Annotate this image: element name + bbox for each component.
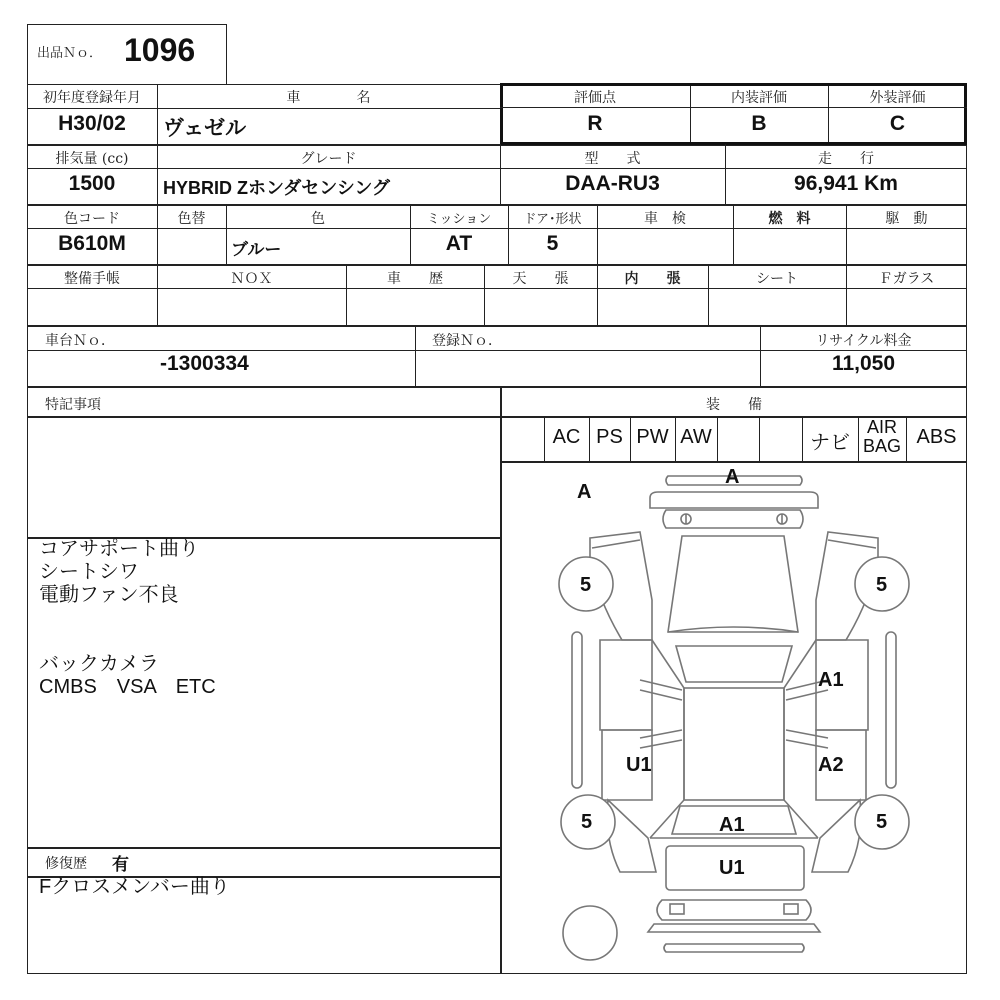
- repair-detail: Fクロスメンバー曲り: [39, 876, 230, 898]
- recycle-label: リサイクル料金: [815, 333, 912, 349]
- equipment-label: 装 備: [706, 397, 762, 413]
- equip-item-ps: PS: [596, 426, 623, 448]
- inspection-label: 車 検: [644, 211, 686, 227]
- equip-item-pw: PW: [636, 426, 669, 448]
- seat-label: シート: [756, 271, 798, 287]
- notes-label: 特記事項: [45, 397, 101, 413]
- grade-label: グレード: [300, 151, 357, 167]
- mission-label: ミッション: [426, 212, 492, 227]
- equip-item-ac: AC: [552, 426, 581, 448]
- grade-value: HYBRID Zホンダセンシング: [163, 178, 391, 198]
- repaint-label: 色替: [177, 211, 206, 227]
- note-line: シートシワ: [39, 561, 139, 583]
- score-value: R: [587, 112, 603, 135]
- note-line: [39, 630, 216, 653]
- repair-value: 有: [112, 855, 129, 874]
- color-code-value: B610M: [58, 232, 126, 255]
- exterior-label: 外装評価: [869, 90, 926, 106]
- mark-right-rear-door: A2: [818, 754, 844, 776]
- maintenance-label: 整備手帳: [64, 271, 120, 287]
- history-label: 車 歴: [387, 271, 443, 287]
- note-line: バックカメラ: [39, 653, 159, 675]
- color-value: ブルー: [231, 240, 282, 259]
- first-reg-value: H30/02: [58, 112, 126, 135]
- mark-front-top-left: A: [577, 481, 592, 503]
- mark-left-side: U1: [626, 754, 652, 776]
- mark-tire-rr: 5: [876, 811, 888, 833]
- note-line: 電動ファン不良: [39, 584, 179, 606]
- car-name-label: 車 名: [286, 90, 371, 106]
- ceiling-label: 天 張: [512, 271, 569, 287]
- model-label: 型 式: [584, 151, 641, 167]
- color-label: 色: [311, 211, 325, 227]
- first-reg-label: 初年度登録年月: [43, 90, 141, 106]
- nox-label: ＮＯＸ: [230, 271, 273, 287]
- interior-label: 内装評価: [731, 90, 787, 106]
- lot-label: 出品Ｎｏ．: [37, 46, 103, 61]
- car-diagram: [502, 462, 966, 973]
- note-line: CMBS VSA ETC: [39, 676, 216, 698]
- interior-trim-label: 内 張: [624, 271, 681, 287]
- equip-item-navi: ナビ: [810, 432, 850, 454]
- notes-list: [39, 538, 216, 699]
- displacement-value: 1500: [68, 172, 116, 195]
- mark-right-front-door: A1: [818, 669, 844, 691]
- score-label: 評価点: [574, 90, 616, 106]
- car-name-value: ヴェゼル: [163, 117, 247, 140]
- model-value: DAA-RU3: [565, 172, 660, 195]
- equip-item-abs: ABS: [916, 426, 957, 448]
- spare-tire: [563, 906, 617, 960]
- chassis-label: 車台Ｎｏ．: [45, 333, 115, 349]
- mark-rear-window: A1: [719, 814, 745, 836]
- lot-number: 1096: [124, 32, 196, 68]
- door-label: ドア･形状: [523, 212, 582, 227]
- mark-trunk: U1: [719, 857, 745, 879]
- door-value: 5: [546, 232, 559, 255]
- fglass-label: Ｆガラス: [878, 271, 935, 287]
- mark-tire-rl: 5: [581, 811, 593, 833]
- note-line: コアサポート曲り: [39, 538, 199, 560]
- drive-label: 駆 動: [885, 211, 928, 227]
- equip-item-airbag: AIR BAG: [862, 417, 901, 456]
- interior-value: B: [751, 112, 767, 135]
- chassis-value: -1300334: [160, 352, 249, 375]
- note-line: [39, 607, 216, 630]
- repair-label: 修復歴: [45, 856, 87, 872]
- fuel-label: 燃 料: [768, 211, 811, 227]
- color-code-label: 色コード: [64, 211, 120, 227]
- registration-label: 登録Ｎｏ．: [432, 333, 502, 349]
- equip-item-aw: AW: [680, 426, 712, 448]
- mileage-value: 96,941 Km: [794, 172, 898, 195]
- mark-tire-fr: 5: [876, 574, 888, 596]
- exterior-value: C: [889, 112, 906, 135]
- recycle-value: 11,050: [831, 352, 896, 375]
- displacement-label: 排気量 (cc): [55, 151, 129, 167]
- mileage-label: 走 行: [818, 151, 874, 167]
- mark-tire-fl: 5: [580, 574, 592, 596]
- mission-value: AT: [445, 232, 473, 255]
- mark-front-bumper: A: [725, 466, 740, 488]
